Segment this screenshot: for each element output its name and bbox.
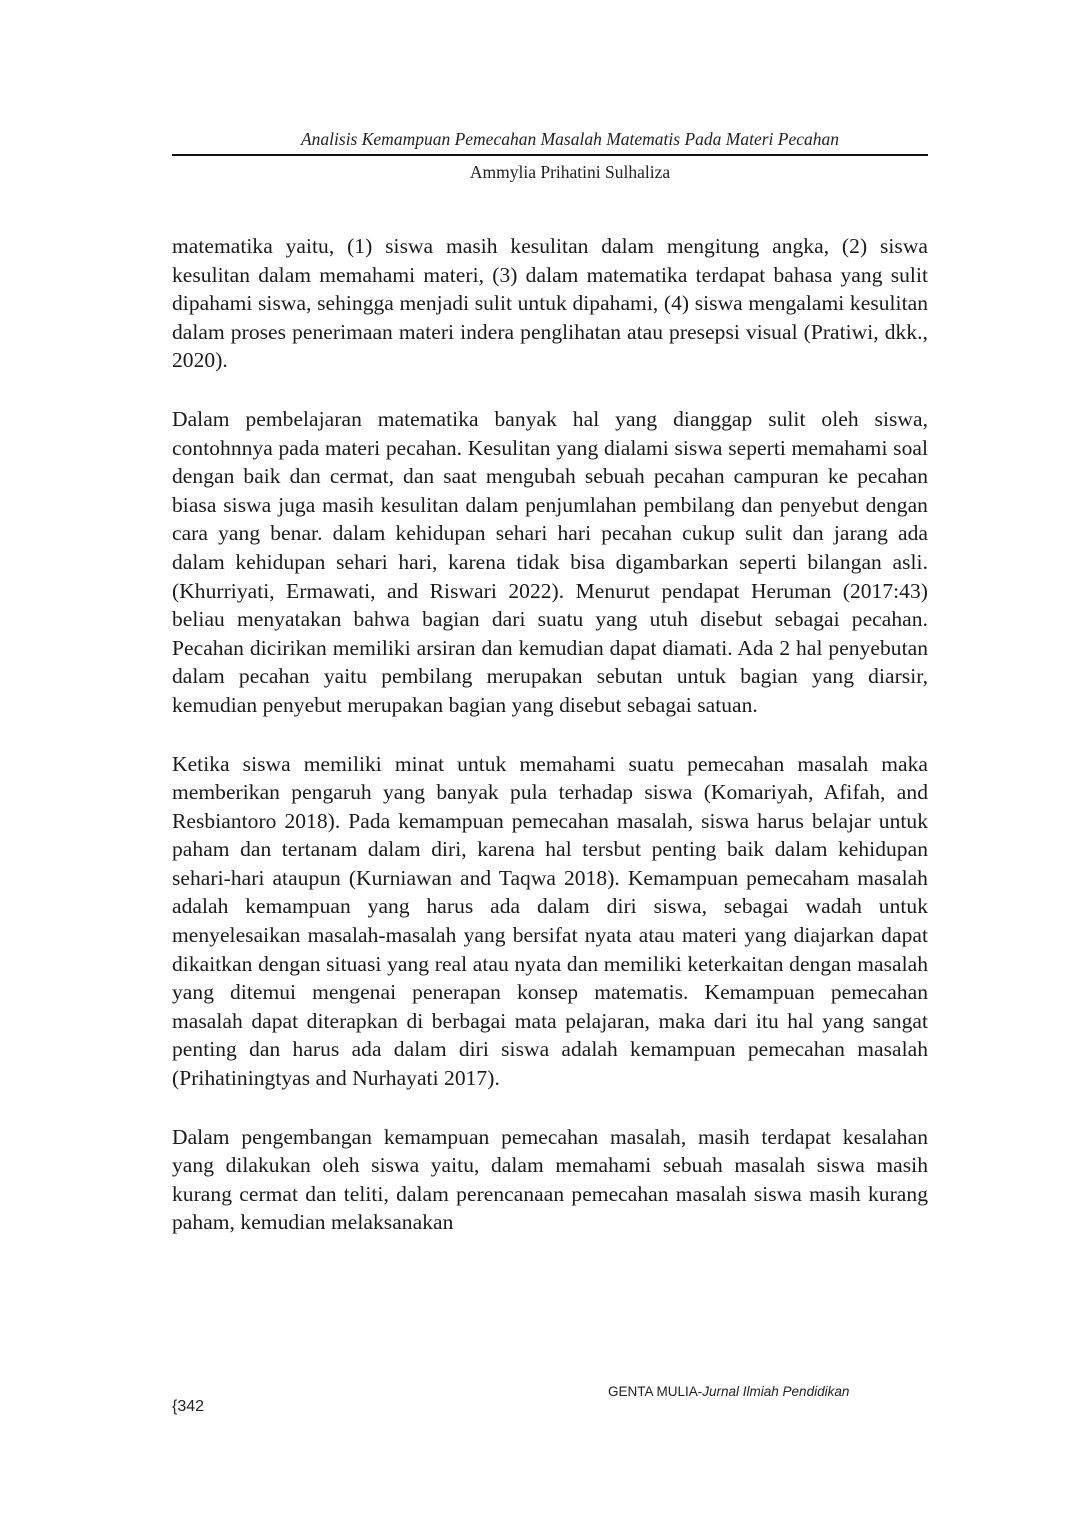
footer-journal-name: GENTA MULIA- — [608, 1384, 703, 1399]
running-header-title: Analisis Kemampuan Pemecahan Masalah Matematis Pada Materi Pecahan — [300, 129, 840, 149]
running-header-author: Ammylia Prihatini Sulhaliza — [469, 162, 671, 182]
footer-journal — [608, 1383, 849, 1401]
footer-journal-subtitle: Jurnal Ilmiah Pendidikan — [702, 1384, 850, 1399]
paragraph-2: Dalam pembelajaran matematika banyak hal yang dianggap sulit oleh siswa, contohnnya pada materi pecahan. Kesulitan yang dialami siswa seperti memahami soal dengan baik dan cermat, dan saat mengubah sebuah pecahan campuran ke pecahan biasa siswa juga masih kesulitan dalam penjumlahan pembilang dan penyebut dengan cara yang benar. dalam kehidupan sehari hari pecahan cukup sulit dan jarang ada dalam kehidupan sehari hari, karena tidak bisa digambarkan seperti bilangan asli. (Khurriyati, Ermawati, and Riswari 2022). Menurut pendapat Heruman (2017:43) beliau menyatakan bahwa bagian dari suatu yang utuh disebut sebagai pecahan. Pecahan dicirikan memiliki arsiran dan kemudian dapat diamati. Ada 2 hal penyebutan dalam pecahan yaitu pembilang merupakan sebutan untuk bagian yang diarsir, kemudian penyebut merupakan bagian yang disebut sebagai satuan. — [172, 406, 928, 717]
page-number: {342 — [172, 1398, 205, 1415]
running-header — [172, 128, 928, 183]
paragraph-4: Dalam pengembangan kemampuan pemecahan masalah, masih terdapat kesalahan yang dilakukan oleh siswa yaitu, dalam memahami sebuah masalah siswa masih kurang cermat dan teliti, dalam perencanaan pemecahan masalah siswa masih kurang paham, kemudian melaksanakan — [172, 1124, 928, 1235]
body-text — [172, 232, 928, 1237]
header-divider — [172, 154, 928, 156]
paragraph-1: matematika yaitu, (1) siswa masih kesulitan dalam mengitung angka, (2) siswa kesulitan dalam memahami materi, (3) dalam matematika terdapat bahasa yang sulit dipahami siswa, sehingga menjadi sulit untuk dipahami, (4) siswa mengalami kesulitan dalam proses penerimaan materi indera penglihatan atau presepsi visual (Pratiwi, dkk., 2020). — [172, 234, 928, 373]
paragraph-3: Ketika siswa memiliki minat untuk memahami suatu pemecahan masalah maka memberikan pengaruh yang banyak pula terhadap siswa (Komariyah, Afifah, and Resbiantoro 2018). Pada kemampuan pemecahan masalah, siswa harus belajar untuk paham dan tertanam dalam diri, karena hal tersbut penting baik dalam kehidupan sehari-hari ataupun (Kurniawan and Taqwa 2018). Kemampuan pemecaham masalah adalah kemampuan yang harus ada dalam diri siswa, sebagai wadah untuk menyelesaikan masalah-masalah yang bersifat nyata atau materi yang diajarkan dapat dikaitkan dengan situasi yang real atau nyata dan memiliki keterkaitan dengan masalah yang ditemui mengenai penerapan konsep matematis. Kemampuan pemecahan masalah dapat diterapkan di berbagai mata pelajaran, maka dari itu hal yang sangat penting dan harus ada dalam diri siswa adalah kemampuan pemecahan masalah (Prihatiningtyas and Nurhayati 2017). — [172, 751, 928, 1091]
